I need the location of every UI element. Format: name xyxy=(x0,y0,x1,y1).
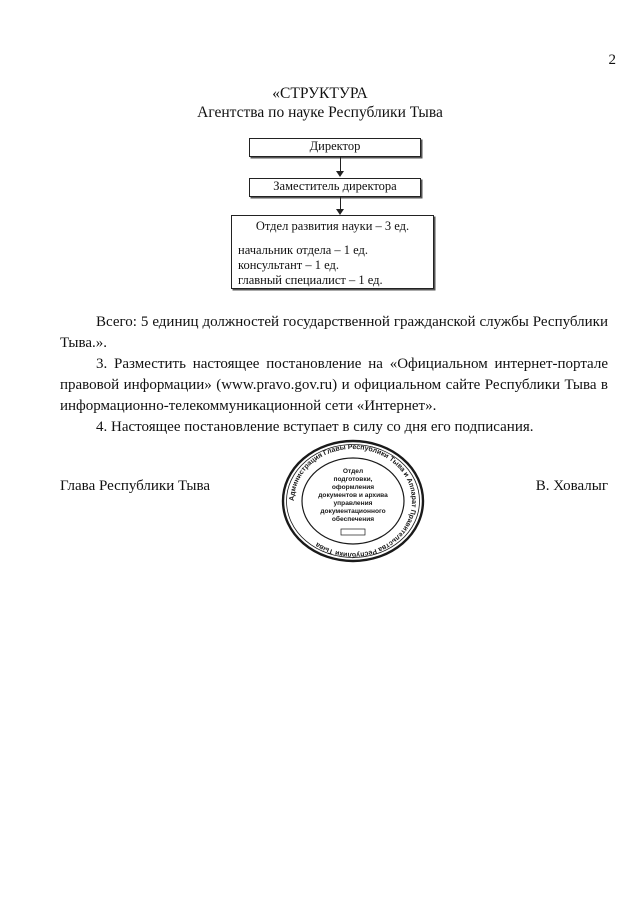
position-head: начальник отдела – 1 ед. xyxy=(238,243,369,257)
position-consultant: консультант – 1 ед. xyxy=(238,258,339,272)
official-seal-icon xyxy=(279,439,427,563)
seal-line: Отдел xyxy=(342,468,364,475)
director-box: Директор xyxy=(249,138,421,157)
position-chief-specialist: главный специалист – 1 ед. xyxy=(238,273,383,287)
connector-deputy-department xyxy=(340,197,341,209)
signature-title: Глава Республики Тыва xyxy=(60,478,211,494)
seal-line: подготовки, xyxy=(333,476,373,483)
heading-title: «СТРУКТУРА xyxy=(272,85,368,102)
arrow-down-icon xyxy=(336,171,344,177)
paragraph-effective: 4. Настоящее постановление вступает в силу со дня его подписания. xyxy=(96,419,534,435)
seal-line: документационного xyxy=(320,508,386,515)
document-heading xyxy=(0,84,640,122)
seal-line: документов и архива xyxy=(318,492,388,499)
seal-line: оформления xyxy=(331,484,375,491)
connector-director-deputy xyxy=(340,157,341,171)
paragraph-publish: 3. Разместить настоящее постановление на «Официальном интернет-портале правовой информации» (www.pravo.gov.ru) и официальном сайте Республики Тыва в информационно-телекоммуникационной сети «Интернет». xyxy=(60,356,608,414)
heading-subtitle: Агентства по науке Республики Тыва xyxy=(197,104,443,121)
page-number: 2 xyxy=(608,52,616,68)
seal-line: управления xyxy=(333,500,373,507)
seal-ring-text: Администрация Главы Республики Тыва и Аппарат Правительства Республики Тыва xyxy=(288,443,418,559)
deputy-box: Заместитель директора xyxy=(249,178,421,197)
signature-name: В. Ховалыг xyxy=(535,478,608,494)
department-box xyxy=(231,215,434,289)
seal-line: обеспечения xyxy=(331,516,375,523)
department-title: Отдел развития науки – 3 ед. xyxy=(255,219,410,233)
body-text xyxy=(60,312,608,438)
paragraph-total: Всего: 5 единиц должностей государственной гражданской службы Республики Тыва.». xyxy=(60,314,608,351)
